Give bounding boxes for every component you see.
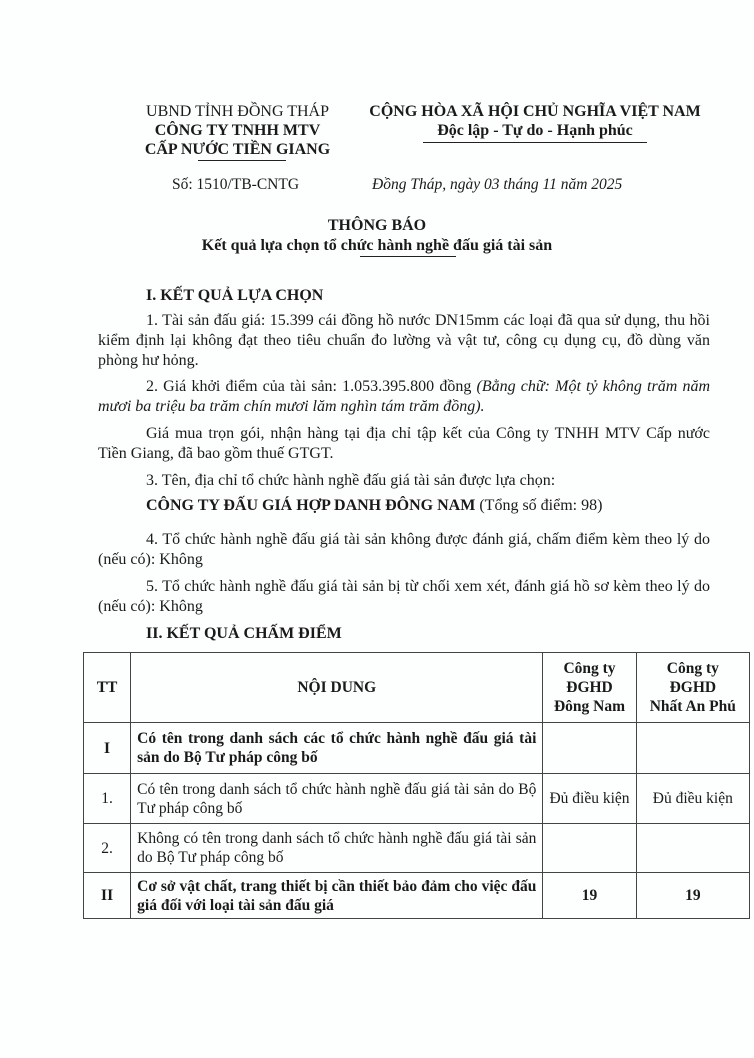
- row-org-b-value: 19: [636, 873, 749, 919]
- row-content: Không có tên trong danh sách tổ chức hành nghề đấu giá tài sản do Bộ Tư pháp công bố: [131, 824, 543, 873]
- selected-organization: [98, 496, 710, 516]
- document-title: THÔNG BÁO: [327, 217, 427, 234]
- row-tt: II: [84, 873, 131, 919]
- national-heading-block: [350, 102, 720, 143]
- header-org-a: [543, 653, 636, 723]
- issuer-authority: UBND TỈNH ĐỒNG THÁP: [146, 103, 329, 120]
- row-tt: 1.: [84, 774, 131, 824]
- row-org-b-value: [636, 723, 749, 774]
- selected-organization-name: CÔNG TY ĐẤU GIÁ HỢP DANH ĐÔNG NAM: [146, 497, 476, 514]
- issuer-underline: [198, 160, 286, 161]
- scoring-table: [83, 652, 750, 919]
- row-tt: 2.: [84, 824, 131, 873]
- header-org-b-line1: Công ty: [666, 660, 719, 677]
- issuer-company-line2: CẤP NƯỚC TIỀN GIANG: [144, 141, 331, 158]
- section-1-item-3: 3. Tên, địa chỉ tổ chức hành nghề đấu giá tài sản được lựa chọn:: [146, 472, 556, 489]
- row-org-a-value: [543, 723, 636, 774]
- header-org-b: [636, 653, 749, 723]
- row-content: Có tên trong danh sách tổ chức hành nghề đấu giá tài sản do Bộ Tư pháp công bố: [131, 774, 543, 824]
- motto-underline: [423, 142, 647, 143]
- row-org-a-value: [543, 824, 636, 873]
- table-header-row: [84, 653, 750, 723]
- table-row: [84, 873, 750, 919]
- issuer-block: [110, 102, 365, 161]
- place-and-date: Đồng Tháp, ngày 03 tháng 11 năm 2025: [372, 176, 623, 193]
- document-number: Số: 1510/TB-CNTG: [172, 176, 300, 193]
- row-org-a-value: 19: [543, 873, 636, 919]
- nation-name: CỘNG HÒA XÃ HỘI CHỦ NGHĨA VIỆT NAM: [369, 103, 701, 120]
- section-1-item-1: 1. Tài sản đấu giá: 15.399 cái đồng hồ nước DN15mm các loại đã qua sử dụng, thu hồi kiểm định lại không đạt theo tiêu chuẩn đo lường và vật tư, công cụ dụng cụ, đồ dùng văn phòng hư hỏng.: [98, 312, 710, 369]
- section-1-heading: I. KẾT QUẢ LỰA CHỌN: [146, 287, 324, 304]
- table-row: [84, 723, 750, 774]
- table-row: [84, 774, 750, 824]
- row-org-b-value: [636, 824, 749, 873]
- section-1-item-5: 5. Tổ chức hành nghề đấu giá tài sản bị từ chối xem xét, đánh giá hồ sơ kèm theo lý do (nếu có): Không: [98, 578, 710, 615]
- header-org-b-line2: ĐGHD: [669, 679, 717, 696]
- section-1-item-4: 4. Tổ chức hành nghề đấu giá tài sản không được đánh giá, chấm điểm kèm theo lý do (nếu có): Không: [98, 531, 710, 568]
- national-motto: Độc lập - Tự do - Hạnh phúc: [437, 122, 633, 139]
- row-content: Có tên trong danh sách các tổ chức hành nghề đấu giá tài sản do Bộ Tư pháp công bố: [131, 723, 543, 774]
- section-2-heading: II. KẾT QUẢ CHẤM ĐIỂM: [146, 625, 342, 642]
- header-org-b-line3: Nhất An Phú: [649, 698, 736, 715]
- header-content: NỘI DUNG: [131, 653, 543, 723]
- header-org-a-line1: Công ty: [563, 660, 616, 677]
- section-1-item-2: [98, 377, 710, 417]
- document-subtitle: Kết quả lựa chọn tổ chức hành nghề đấu giá tài sản: [201, 237, 553, 254]
- selected-organization-score: (Tổng số điểm: 98): [475, 497, 603, 514]
- subtitle-underline: [360, 256, 456, 257]
- row-org-b-value: Đủ điều kiện: [636, 774, 749, 824]
- table-row: [84, 824, 750, 873]
- row-content: Cơ sở vật chất, trang thiết bị cần thiết bảo đảm cho việc đấu giá đối với loại tài sản đấu giá: [131, 873, 543, 919]
- starting-price: 2. Giá khởi điểm của tài sản: 1.053.395.800 đồng: [146, 378, 477, 395]
- header-org-a-line2: ĐGHD: [566, 679, 613, 696]
- row-tt: I: [84, 723, 131, 774]
- row-org-a-value: Đủ điều kiện: [543, 774, 636, 824]
- header-tt: TT: [84, 653, 131, 723]
- section-1-price-note: Giá mua trọn gói, nhận hàng tại địa chỉ tập kết của Công ty TNHH MTV Cấp nước Tiền Giang, đã bao gồm thuế GTGT.: [98, 425, 710, 462]
- starting-price-in-words: (Bằng chữ: Một tỷ không trăm năm mươi ba triệu ba trăm chín mươi lăm nghìn tám trăm đồng).: [98, 378, 711, 415]
- issuer-company-line1: CÔNG TY TNHH MTV: [154, 122, 321, 139]
- header-org-a-line3: Đông Nam: [553, 698, 626, 715]
